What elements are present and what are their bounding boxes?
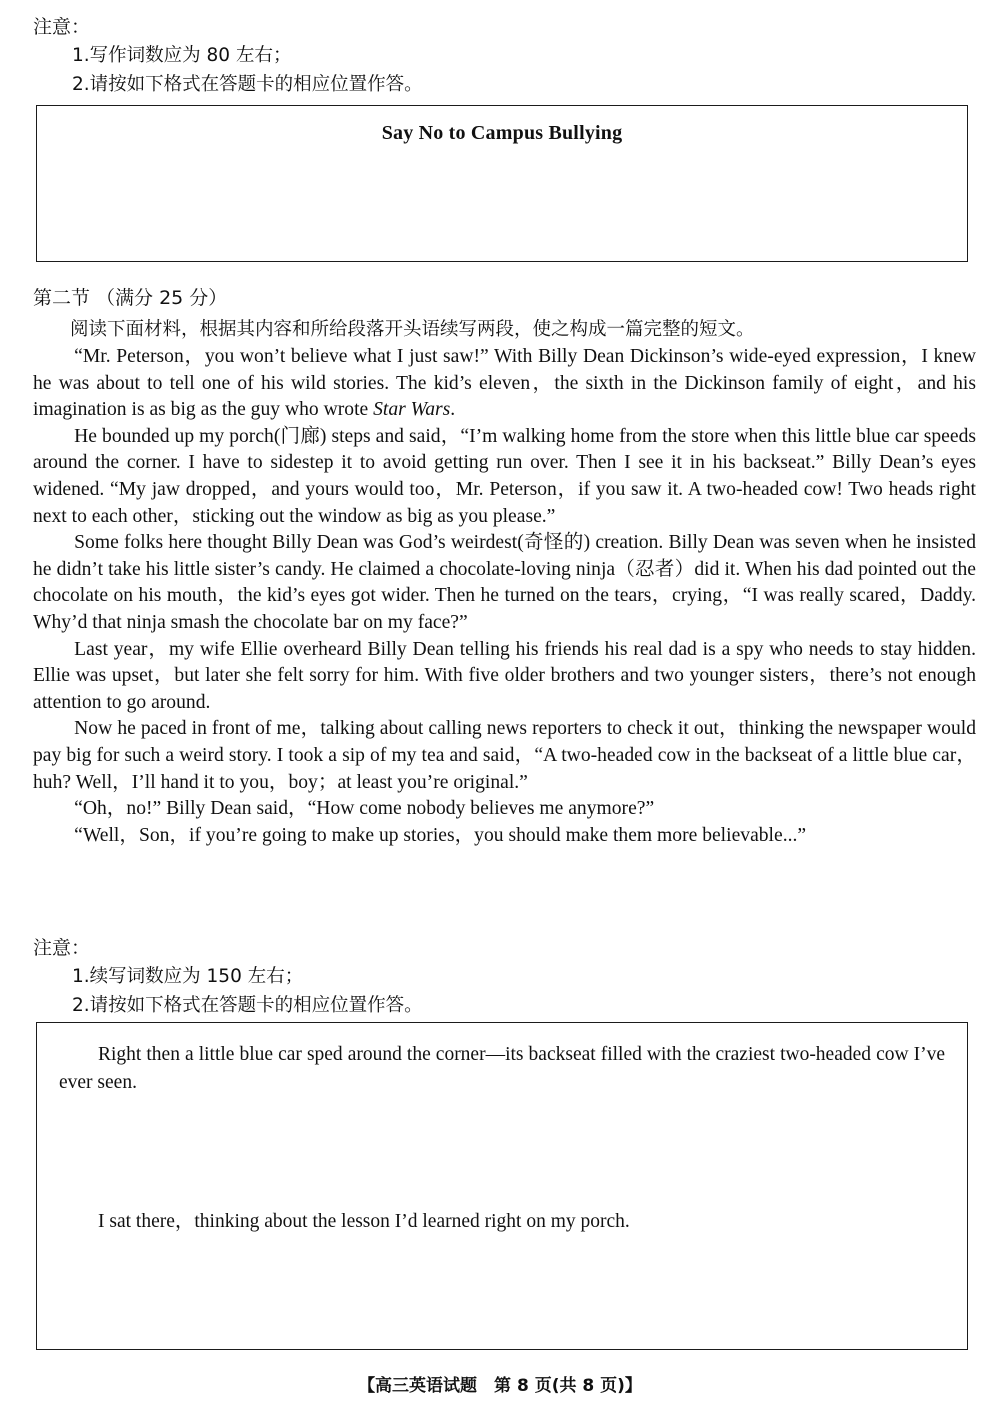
section-two-heading: 第二节 （满分 25 分）	[33, 287, 228, 309]
notes-bottom-heading: 注意：	[33, 937, 91, 959]
italic-star-wars: Star Wars	[373, 399, 451, 421]
notes-top-heading: 注意：	[33, 16, 91, 38]
answer-box-title: Say No to Campus Bullying	[381, 122, 623, 144]
answer-box-writing[interactable]	[36, 105, 968, 262]
passage-paragraph-3: Some folks here thought Billy Dean was God’s weirdest(奇怪的) creation. Billy Dean was seven when he insisted he didn’t take his little sister’s candy. He claimed a chocolate-loving ninja（忍者）did it. When his dad pointed out the chocolate on his mouth，the kid’s eyes got wider. Then he turned on the tears，crying，“I was really scared，Daddy. Why’d that ninja smash the chocolate bar on my face?”	[33, 532, 976, 633]
passage-paragraph-5: Now he paced in front of me，talking about calling news reporters to check it out，thinking the newspaper would pay big for such a weird story. I took a sip of my tea and said，“A two-headed cow in the backseat of a little blue car，huh? Well，I’ll hand it to you，boy；at least you’re original.”	[33, 718, 976, 793]
notes-bottom-item-1: 1.续写词数应为 150 左右；	[72, 966, 304, 987]
paragraph-1-tail: .	[450, 399, 456, 421]
section-two-lead: 阅读下面材料，根据其内容和所给段落开头语续写两段，使之构成一篇完整的短文。	[70, 319, 755, 340]
passage-paragraph-6: “Oh，no!” Billy Dean said，“How come nobody believes me anymore?”	[74, 798, 655, 820]
passage-paragraph-7: “Well，Son，if you’re going to make up stories，you should make them more believable...”	[74, 824, 807, 846]
notes-top-item-2: 2.请按如下格式在答题卡的相应位置作答。	[72, 74, 423, 95]
continuation-opening-2: I sat there，thinking about the lesson I’d learned right on my porch.	[98, 1211, 630, 1233]
passage-body	[33, 344, 976, 849]
passage-paragraph-2: He bounded up my porch(门廊) steps and said，“I’m walking home from the store when this little blue car speeds around the corner. I have to sidestep it to avoid getting run over. Then I see it in his backseat.” Billy Dean’s eyes widened. “My jaw dropped，and yours would too，Mr. Peterson，if you saw it. A two-headed cow! Two heads right next to each other，sticking out the window as big as you please.”	[33, 425, 976, 527]
answer-box-continuation[interactable]	[36, 1022, 968, 1350]
notes-top-item-1: 1.写作词数应为 80 左右；	[72, 45, 292, 66]
passage-paragraph-4: Last year，my wife Ellie overheard Billy Dean telling his friends his real dad is a spy who needs to stay hidden. Ellie was upset，but later she felt sorry for him. With five older brothers and two younger sisters，there’s not enough attention to go around.	[33, 638, 976, 713]
passage-paragraph-1	[33, 344, 976, 424]
continuation-opening-1: Right then a little blue car sped around the corner—its backseat filled with the craziest two-headed cow I’ve ever seen.	[59, 1044, 945, 1093]
page-footer: 【高三英语试题 第 8 页(共 8 页)】	[358, 1376, 642, 1396]
paragraph-1-text: “Mr. Peterson，you won’t believe what I just saw!” With Billy Dean Dickinson’s wide-eyed expression，I knew he was about to tell one of his wild stories. The kid’s eleven，the sixth in the Dickinson family of eight，and his imagination is as big as the guy who wrote	[33, 346, 976, 421]
notes-bottom-item-2: 2.请按如下格式在答题卡的相应位置作答。	[72, 995, 423, 1016]
